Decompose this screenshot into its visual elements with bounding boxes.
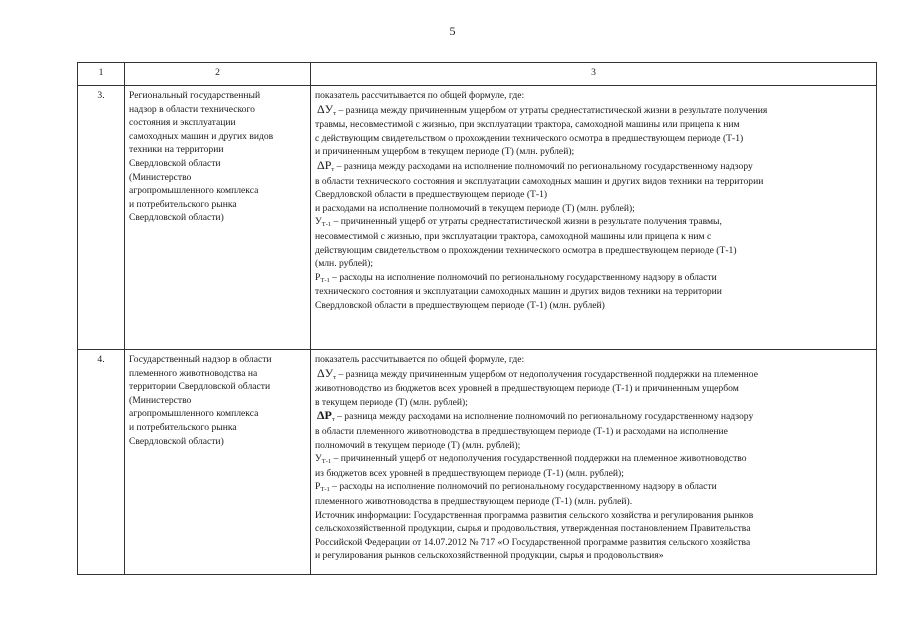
delta-damage-definition (315, 367, 872, 383)
definition-line: несовместимой с жизнью, при эксплуатации трактора, самоходной машины или прицепа к ним с (315, 230, 712, 242)
table-header-row (78, 63, 877, 86)
symbol-subscript: Т-1 (321, 458, 332, 466)
definition-line: действующим свидетельством о прохождении технического осмотра в предшествующем периоде (Т-1) (315, 244, 737, 256)
definition-line: в текущем периоде (Т) (млн. рублей); (315, 396, 468, 408)
source-line: сельскохозяйственной продукции, сырья и продовольствия, утвержденная постановлением Правительства (315, 523, 751, 535)
definition-text: – разница между расходами на исполнение полномочий по региональному государственному надзору (334, 160, 753, 172)
source-line: и регулирования рынков сельскохозяйственной продукции, сырья и продовольствия» (315, 550, 664, 562)
name-line: территории Свердловской области (129, 381, 271, 393)
name-line: (Министерство (129, 394, 192, 406)
formula-description-cell (311, 350, 877, 575)
expense-definition (315, 271, 872, 286)
symbol-subscript: Т-1 (320, 486, 330, 494)
definition-line: и причиненным ущербом в текущем периоде (Т) (млн. рублей); (315, 146, 575, 158)
delta-damage-definition (315, 103, 872, 119)
delta-expense-definition (315, 159, 872, 175)
definition-line: из бюджетов всех уровней в предшествующем периоде (Т-1) (млн. рублей); (315, 467, 624, 479)
name-line: надзор в области технического (129, 103, 255, 115)
definition-line: и расходами на исполнение полномочий в текущем периоде (Т) (млн. рублей); (315, 202, 635, 214)
expense-symbol: Р (315, 271, 321, 283)
symbol-subscript: т (333, 109, 337, 117)
indicator-table (77, 62, 877, 575)
name-line: техники на территории (129, 144, 224, 156)
name-line: и потребительского рынка (129, 198, 237, 210)
source-line: Источник информации: Государственная программа развития сельского хозяйства и регулирования рынков (315, 509, 754, 521)
header-col-3: 3 (311, 63, 877, 86)
delta-expense-symbol: ΔР (317, 408, 332, 423)
expense-definition (315, 480, 872, 495)
row-number: 4. (78, 350, 125, 575)
symbol-subscript: Т-1 (321, 221, 332, 229)
definition-text: – разница между причиненным ущербом от утраты среднестатистической жизни в результате получения (336, 104, 768, 116)
definition-line: племенного животноводства в предшествующем периоде (Т-1) (млн. рублей). (315, 495, 633, 507)
damage-symbol: У (315, 216, 322, 228)
definition-text: – причиненный ущерб от утраты среднестатистической жизни в результате получения травмы, (331, 216, 722, 228)
name-line: и потребительского рынка (129, 421, 237, 433)
name-line: агропромышленного комплекса (129, 408, 259, 420)
definition-text: – разница между расходами на исполнение полномочий по региональному государственному надзору (334, 411, 754, 423)
definition-line: животноводство из бюджетов всех уровней в предшествующем периоде (Т-1) и причиненным ущербом (315, 383, 739, 395)
name-line: (Министерство (129, 171, 192, 183)
name-line: племенного животноводства на (129, 367, 258, 379)
table-row (78, 86, 877, 350)
symbol-subscript: Т-1 (320, 276, 330, 284)
definition-line: в области племенного животноводства в предшествующем периоде (Т-1) и расходами на исполнение (315, 425, 728, 437)
definition-text: – расходы на исполнение полномочий по региональному государственному надзору в области (329, 271, 717, 283)
definition-line: Свердловской области в предшествующем периоде (Т-1) (млн. рублей) (315, 299, 605, 311)
name-line: Государственный надзор в области (129, 354, 272, 365)
formula-intro: показатель рассчитывается по общей формуле, где: (315, 354, 525, 365)
delta-expense-definition (315, 409, 872, 425)
source-line: Российской Федерации от 14.07.2012 № 717 «О Государственной программе развития сельского хозяйства (315, 536, 751, 548)
definition-line: в области технического состояния и эксплуатации самоходных машин и других видов техники на территории (315, 175, 764, 187)
row-number: 3. (78, 86, 125, 350)
definition-text: – разница между причиненным ущербом от недополучения государственной поддержки на племенное (336, 368, 758, 380)
definition-line: травмы, несовместимой с жизнью, при эксплуатации трактора, самоходной машины или прицепа к ним (315, 119, 740, 131)
name-line: Региональный государственный (129, 90, 261, 101)
name-line: состояния и эксплуатации (129, 117, 236, 129)
name-line: Свердловской области (129, 157, 221, 169)
damage-definition (315, 452, 872, 467)
delta-damage-symbol: ΔУ (317, 365, 334, 380)
supervision-type-cell (125, 86, 311, 350)
damage-definition (315, 215, 872, 230)
formula-intro: показатель рассчитывается по общей формуле, где: (315, 90, 525, 101)
definition-line: полномочий в текущем периоде (Т) (млн. рублей); (315, 439, 521, 451)
page-number: 5 (449, 24, 456, 38)
symbol-subscript: т (331, 416, 335, 424)
definition-text: – причиненный ущерб от недополучения государственной поддержки на племенное животноводство (331, 453, 747, 465)
name-line: агропромышленного комплекса (129, 185, 259, 197)
table-row (78, 350, 877, 575)
symbol-subscript: т (333, 373, 337, 381)
definition-line: с действующим свидетельством о прохождении технического осмотра в предшествующем периоде (Т-1) (315, 132, 744, 144)
symbol-subscript: т (331, 165, 335, 173)
definition-line: технического состояния и эксплуатации самоходных машин и других видов техники на территории (315, 286, 722, 298)
definition-line: Свердловской области в предшествующем периоде (Т-1) (315, 189, 548, 201)
delta-damage-symbol: ΔУ (317, 101, 334, 116)
name-line: Свердловской области) (129, 212, 224, 224)
definition-text: – расходы на исполнение полномочий по региональному государственному надзору в области (329, 481, 717, 493)
header-col-2: 2 (125, 63, 311, 86)
expense-symbol: Р (315, 481, 321, 493)
supervision-type-cell (125, 350, 311, 575)
delta-expense-symbol: ΔР (317, 157, 332, 172)
name-line: Свердловской области) (129, 435, 224, 447)
formula-description-cell (311, 86, 877, 350)
definition-line: (млн. рублей); (315, 258, 374, 270)
damage-symbol: У (315, 453, 322, 465)
name-line: самоходных машин и других видов (129, 130, 274, 142)
header-col-1: 1 (78, 63, 125, 86)
